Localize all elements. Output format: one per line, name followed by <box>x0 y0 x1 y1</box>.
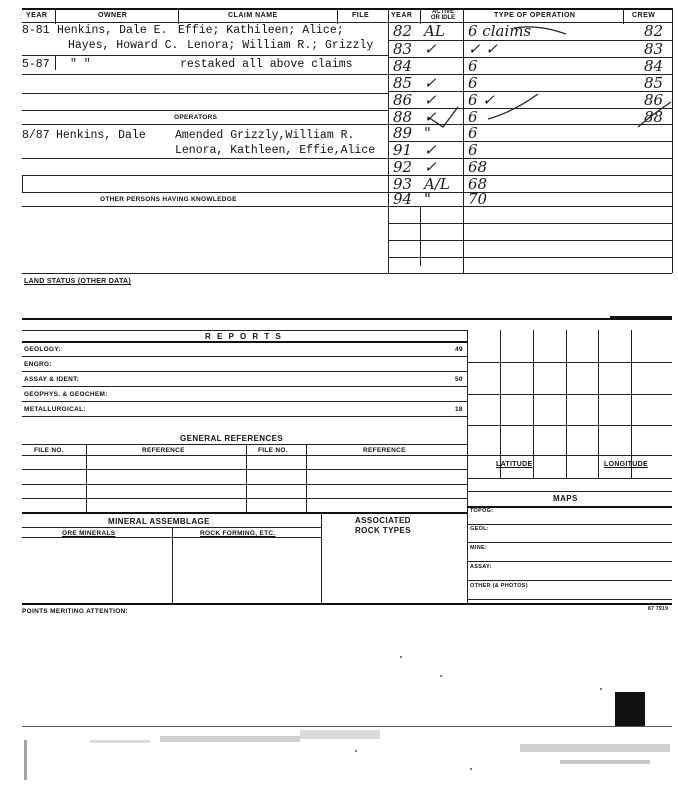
longitude-label: LONGITUDE <box>604 461 648 468</box>
log-crew: 85 <box>644 74 664 92</box>
log-crew: 82 <box>644 22 664 40</box>
points-meriting-attention-label: POINTS MERITING ATTENTION: <box>22 608 129 615</box>
year-header: YEAR <box>26 12 48 19</box>
rock-forming-label: ROCK FORMING, ETC. <box>200 530 276 537</box>
general-references-title: GENERAL REFERENCES <box>180 434 284 443</box>
gr-reference-1: REFERENCE <box>142 447 185 454</box>
gr-file-no-1: FILE NO. <box>34 447 64 454</box>
map-row-label: TOPOG: <box>470 508 494 514</box>
log-status: " <box>424 190 431 208</box>
log-status: ✓ <box>424 108 437 126</box>
log-year: 82 <box>393 22 413 40</box>
owner-row-1-owner: Henkins, Dale E. <box>57 24 168 37</box>
log-year: 94 <box>393 190 413 208</box>
map-row-label: MINE: <box>470 545 488 551</box>
log-year: 93 <box>393 175 413 193</box>
log-operation: 6 <box>468 74 478 92</box>
rock-types-label: ROCK TYPES <box>355 526 412 535</box>
report-file-number: 49 <box>455 346 463 353</box>
log-crew: 86 <box>644 91 664 109</box>
log-operation: 6 <box>468 141 478 159</box>
claim-name-header: CLAIM NAME <box>228 12 278 19</box>
log-status: ✓ <box>424 74 437 92</box>
owner-row-2-claim: Lenora; William R.; Grizzly <box>187 39 374 52</box>
operator-row-2-claim: Lenora, Kathleen, Effie,Alice <box>175 144 376 157</box>
log-year: 89 <box>393 124 413 142</box>
maps-title: MAPS <box>553 494 578 503</box>
ore-minerals-label: ORE MINERALS <box>62 530 116 537</box>
log-status: A/L <box>424 175 450 193</box>
form-number: 87 7919 <box>648 606 669 612</box>
owner-row-2-owner: Hayes, Howard C. <box>68 39 179 52</box>
log-status: ✓ <box>424 91 437 109</box>
report-label: ASSAY & IDENT: <box>24 376 80 383</box>
crew-header: CREW <box>632 12 656 19</box>
handwritten-strokes <box>388 22 678 132</box>
log-year: 92 <box>393 158 413 176</box>
report-file-number: 18 <box>455 406 463 413</box>
log-operation: ✓ ✓ <box>468 40 498 58</box>
report-label: ENGRG: <box>24 361 52 368</box>
log-operation: 70 <box>468 190 488 208</box>
associated-label: ASSOCIATED <box>355 516 411 525</box>
log-year: 91 <box>393 141 413 159</box>
other-persons-label: OTHER PERSONS HAVING KNOWLEDGE <box>100 196 237 203</box>
operators-label: OPERATORS <box>174 114 218 121</box>
log-crew: 88 <box>644 108 664 126</box>
log-year: 84 <box>393 57 413 75</box>
file-header: FILE <box>352 12 370 19</box>
mineral-assemblage-title: MINERAL ASSEMBLAGE <box>108 517 210 526</box>
operator-row-1-year: 8/87 <box>22 129 50 142</box>
operator-row-1-owner: Henkins, Dale <box>56 129 146 142</box>
log-status: " <box>424 124 431 142</box>
reports-title: R E P O R T S <box>205 332 283 341</box>
log-year: 88 <box>393 108 413 126</box>
log-status: ✓ <box>424 40 437 58</box>
owner-row-3-claim: restaked all above claims <box>180 58 353 71</box>
log-operation: 6 claims <box>468 22 532 40</box>
log-crew: 83 <box>644 40 664 58</box>
log-operation: 6 <box>468 57 478 75</box>
log-year: 86 <box>393 91 413 109</box>
owner-row-1-year: 8-81 <box>22 24 50 37</box>
year2-header: YEAR <box>391 12 413 19</box>
map-row-label: ASSAY: <box>470 564 492 570</box>
log-year: 85 <box>393 74 413 92</box>
owner-row-1-claim: Effie; Kathileen; Alice; <box>178 24 344 37</box>
latitude-label: LATITUDE <box>496 461 533 468</box>
log-operation: 68 <box>468 158 488 176</box>
gr-reference-2: REFERENCE <box>363 447 406 454</box>
log-status: ✓ <box>424 158 437 176</box>
report-label: METALLURGICAL: <box>24 406 86 413</box>
log-operation: 6 <box>468 108 478 126</box>
type-of-operation-header: TYPE OF OPERATION <box>494 12 576 19</box>
gr-file-no-2: FILE NO. <box>258 447 288 454</box>
map-row-label: OTHER (& PHOTOS) <box>470 583 528 589</box>
report-label: GEOLOGY: <box>24 346 61 353</box>
map-row-label: GEOL: <box>470 526 489 532</box>
log-year: 83 <box>393 40 413 58</box>
report-file-number: 50 <box>455 376 463 383</box>
report-label: GEOPHYS. & GEOCHEM: <box>24 391 108 398</box>
owner-row-3-owner: " " <box>70 58 91 71</box>
log-operation: 6 ✓ <box>468 91 495 109</box>
active-idle-header: ACTIVE OR IDLE <box>430 9 456 21</box>
log-status: AL <box>424 22 445 40</box>
log-status: ✓ <box>424 141 437 159</box>
log-operation: 68 <box>468 175 488 193</box>
land-status-label: LAND STATUS (OTHER DATA) <box>24 278 132 285</box>
owner-row-3-year: 5-87 <box>22 58 50 71</box>
operator-row-1-claim: Amended Grizzly,William R. <box>175 129 355 142</box>
owner-header: OWNER <box>98 12 128 19</box>
log-operation: 6 <box>468 124 478 142</box>
log-crew: 84 <box>644 57 664 75</box>
